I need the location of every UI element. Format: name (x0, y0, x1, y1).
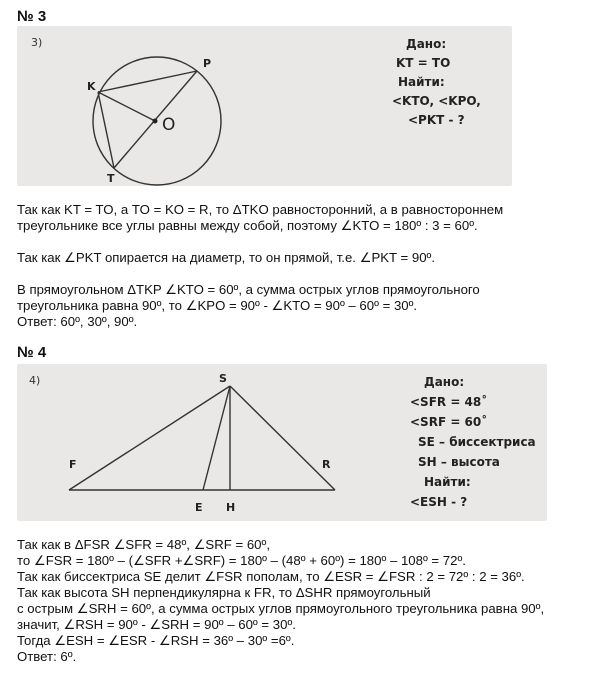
solution-line: Так как в ΔFSR ∠SFR = 48º, ∠SRF = 60º, (17, 537, 270, 552)
point-label-T: T (107, 172, 115, 185)
problem-3-figure-photo (17, 26, 512, 186)
solution-line: Так как биссектриса SE делит ∠FSR пополам, то ∠ESR = ∠FSR : 2 = 72º : 2 = 36º. (17, 569, 525, 584)
problem-4-heading: № 4 (17, 344, 47, 361)
solution-line: Так как высота SH перпендикулярна к FR, то ΔSHR прямоугольный (17, 585, 431, 600)
solution-line: Так как ∠PKT опирается на диаметр, то он прямой, т.е. ∠PKT = 90º. (17, 250, 436, 265)
answer-line: Ответ: 6º. (17, 649, 77, 664)
problem-3-heading: № 3 (17, 8, 47, 25)
problem-4-figure-photo (17, 364, 547, 521)
given-line: <SRF = 60˚ (410, 415, 488, 429)
given-line: Найти: (398, 75, 445, 89)
problem-3-given-block (392, 35, 481, 130)
solution-line: значит, ∠RSH = 90º - ∠SRH = 90º – 60º = 30º. (17, 617, 296, 632)
given-line: Дано: (424, 375, 465, 389)
solution-line: то ∠FSR = 180º – (∠SFR +∠SRF) = 180º – (48º + 60º) = 180º – 108º = 72º. (17, 553, 466, 568)
given-line: SE – биссектриса (418, 435, 536, 449)
given-line: Дано: (406, 37, 447, 51)
given-line: <ESH - ? (410, 495, 468, 509)
point-label-F: F (69, 458, 77, 471)
figure-4-number: 4) (29, 374, 41, 387)
given-line: Найти: (424, 475, 471, 489)
segment-KT (98, 92, 114, 168)
solution-line: Тогда ∠ESH = ∠ESR - ∠RSH = 36º – 30º =6º. (17, 633, 295, 648)
point-label-S: S (219, 372, 227, 385)
figure-3-number: 3) (31, 36, 43, 49)
problem-4-solution (17, 537, 544, 665)
problem-3-solution-paragraph-3 (17, 282, 480, 330)
solution-line: с острым ∠SRH = 60º, а сумма острых углов прямоугольного треугольника равна 90º, (17, 601, 545, 616)
solution-line: треугольнике все углы равны между собой, поэтому ∠KTO = 180º : 3 = 60º. (17, 218, 478, 233)
point-label-P: P (203, 57, 212, 70)
problem-3-solution-paragraph-1 (17, 202, 503, 234)
problem-3-solution-paragraph-2 (17, 250, 435, 266)
point-label-K: K (87, 80, 96, 93)
solution-line: В прямоугольном ΔTKP ∠KTO = 60º, а сумма острых углов прямоугольного (17, 282, 480, 297)
answer-line: Ответ: 60º, 30º, 90º. (17, 314, 138, 329)
given-line: SH – высота (418, 455, 500, 469)
center-point-O (153, 119, 158, 124)
segment-KO (98, 92, 155, 121)
point-label-R: R (322, 458, 331, 471)
problem-4-given-block (410, 372, 536, 512)
side-SF (69, 386, 230, 490)
given-line: <SFR = 48˚ (410, 395, 488, 409)
given-line: <KTO, <KPO, (392, 94, 481, 108)
solution-line: Так как KT = TO, а TO = KO = R, то ΔTKO равносторонний, а в равностороннем (17, 202, 504, 217)
given-line: <PKT - ? (408, 113, 465, 127)
given-line: KT = TO (396, 56, 451, 70)
side-SR (230, 386, 335, 490)
point-label-H: H (226, 501, 236, 514)
point-label-O: O (162, 115, 176, 135)
point-label-E: E (195, 501, 203, 514)
solution-line: треугольника равна 90º, то ∠KPO = 90º - ∠KTO = 90º – 60º = 30º. (17, 298, 418, 313)
